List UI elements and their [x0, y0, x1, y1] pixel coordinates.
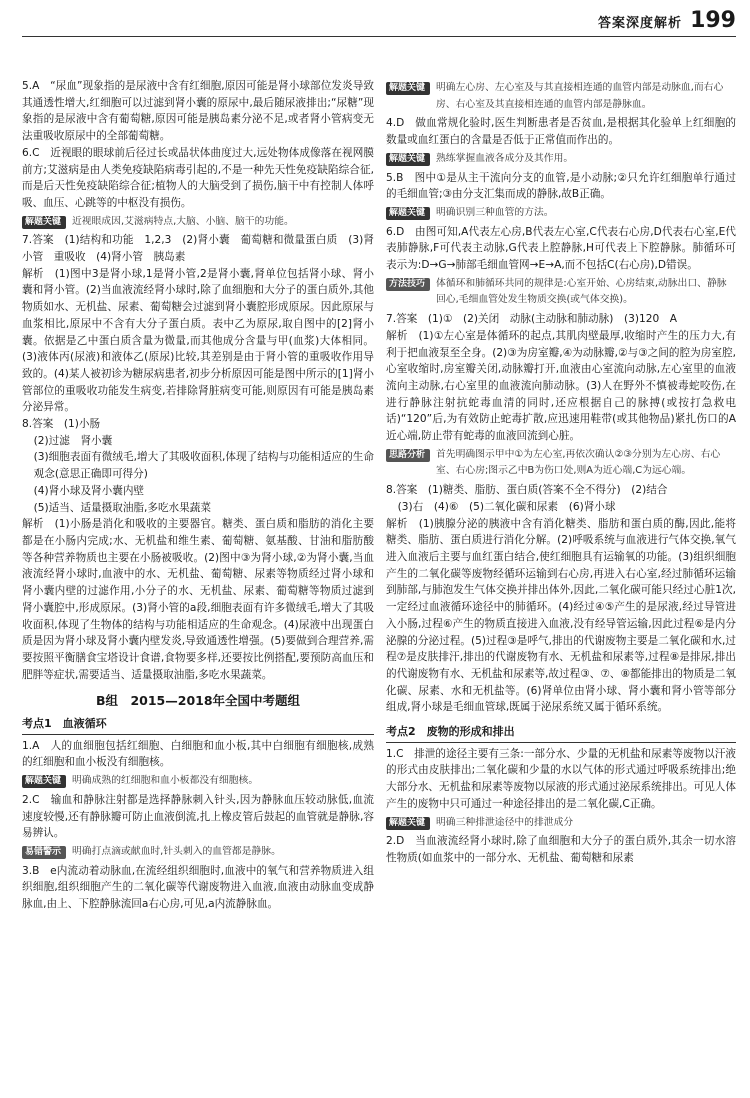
tip-b6	[386, 276, 736, 309]
answer-a8-1: 8.答案 (1)小肠	[22, 418, 101, 431]
answer-b2: 2.C 输血和静脉注射都是选择静脉刺入针头,因为静脉血压较动脉低,血流速度较慢,还有静脉瓣可防止血液倒流,扎上橡皮管后鼓起的血管就是静脉,容易辨认。	[22, 793, 374, 840]
explain-b7: 解析 (1)①左心室是体循环的起点,其肌肉壁最厚,收缩时产生的压力大,有利于把血液泵至全身。(2)③为房室瓣,④为动脉瓣,②与③之间的腔为房室腔,心室收缩时,房室瓣关闭,动脉瓣打开,血液由心室流向动脉,左心室里的血液流向主动脉,右心室里的血液流向肺动脉。(3)人在野外不慎被毒蛇咬伤,在进行静脉注射抗蛇毒血清的同时,还应根据自己的脉搏(或按打急救电话)“120”后,为有效防止蛇毒扩散,应迅速用鞋带(或其他物品)紧扎伤口的A近心端,防止带有蛇毒的血液回流到心脏。	[386, 329, 736, 443]
tip-a6	[22, 214, 374, 231]
answer-a8-4: (4)肾小球及肾小囊内壁	[33, 484, 145, 497]
tip-tag: 解题关键	[386, 153, 430, 166]
page-number: 199	[690, 8, 736, 33]
answer-a6: 6.C 近视眼的眼球前后径过长或晶状体曲度过大,远处物体成像落在视网膜前方;艾滋病是由人类免疫缺陷病毒引起的,不是一种先天性免疫缺陷综合征,而是后天性免疫缺陷综合征;植物人的大脑受到了损伤,脑干中有控制人体呼吸、血压、心跳等的中枢没有损伤。	[22, 146, 374, 209]
answer-a5: 5.A “尿血”现象指的是尿液中含有红细胞,原因可能是肾小球部位发炎导致其通透性增大,红细胞可以过滤到肾小囊的原尿中,最后随尿液排出;“尿糖”现象指的是尿液中含有葡萄糖,原因可能是胰岛素分泌不足,或者肾小管病变无法重吸收原尿中的全部葡萄糖。	[22, 80, 374, 143]
explain-a7: 解析 (1)图中3是肾小球,1是肾小管,2是肾小囊,肾单位包括肾小球、肾小囊和肾小管。(2)当血液流经肾小球时,除了血细胞和大分子的蛋白质外,其他物质如水、无机盐、尿素、葡萄糖会过滤到肾小囊腔形成原尿。因此原尿与血浆相比,原尿中不含有大分子蛋白质。表中乙为原尿,取自图中的[2]肾小囊。依据是乙中蛋白质含量为微量,而其他成分含量与甲(血浆)大体相同。(3)液体丙(尿液)和液体乙(原尿)比较,其差别是由于肾小管的重吸收作用导致的。(4)某人被初诊为糖尿病患者,初步分析原因可能是图中所示的[1]肾小管部位的重吸收功能发生病变,若排除肾脏病变可能,则原因有可能是胰岛素分泌异常。	[22, 267, 374, 414]
header-title: 答案深度解析	[598, 16, 683, 31]
tip-tag: 解题关键	[22, 216, 66, 229]
section-heading-1: 考点1 血液循环	[22, 716, 374, 735]
tip-text: 近视眼成因,艾滋病特点,大脑、小脑、脑干的功能。	[72, 215, 294, 227]
tip-b3	[386, 80, 736, 113]
tip-tag: 解题关键	[386, 207, 430, 220]
answer-b7: 7.答案 (1)① (2)关闭 动脉(主动脉和肺动脉) (3)120 A	[386, 313, 678, 326]
tip-tag: 解题关键	[386, 82, 430, 95]
tip-b5	[386, 205, 736, 222]
answer-b8-1: 8.答案 (1)糖类、脂肪、蛋白质(答案不全不得分) (2)结合	[386, 484, 668, 497]
answer-a8-3: (3)细胞表面有微绒毛,增大了其吸收面积,体现了结构与功能相适应的生命观念(意思正确即可得分)	[33, 451, 374, 481]
answer-a8-5: (5)适当、适量摄取油脂,多吃水果蔬菜	[33, 501, 211, 514]
tip-c1	[386, 815, 736, 832]
answer-b5: 5.B 图中①是从主干流向分支的血管,是小动脉;②只允许红细胞单行通过的毛细血管;③由分支汇集而成的静脉,故B正确。	[386, 171, 736, 201]
tip-tag: 思路分析	[386, 449, 430, 462]
tip-text: 明确成熟的红细胞和血小板都没有细胞核。	[72, 775, 259, 787]
tip-b4	[386, 151, 736, 168]
tip-text: 明确识别三种血管的方法。	[436, 206, 554, 218]
tip-text: 明确三种排泄途径中的排泄成分	[436, 816, 574, 828]
explain-a8: 解析 (1)小肠是消化和吸收的主要器官。糖类、蛋白质和脂肪的消化主要都是在小肠内完成;水、无机盐和维生素、葡萄糖、氨基酸、甘油和脂肪酸等各种营养物质也主要在小肠被吸收。(2)图中③为肾小球,②为肾小囊,当血液流经肾小球时,血液中的水、无机盐、葡萄糖、尿素等物质经过肾小球和肾小囊内壁的过滤作用,小分子的水、无机盐、尿素、葡萄糖等物质过滤到肾小囊腔中,形成原尿。(3)肾小管的a段,细胞表面有许多微绒毛,增大了其吸收面积,体现了生物体的结构与功能相适应的生命观念。(4)尿液中出现蛋白质是因为肾小球及肾小囊内壁发炎,导致通透性增强。(5)要做到合理营养,需要按照平衡膳食宝塔设计食谱,食物要多样,还要按比例搭配,要预防高血压和肥胖等症状,需要适当、适量摄取油脂,多吃水果蔬菜。	[22, 518, 374, 681]
answer-b4: 4.D 做血常规化验时,医生判断患者是否贫血,是根据其化验单上红细胞的数量或血红蛋白的含量是否低于正常值而作出的。	[386, 117, 736, 147]
left-column	[22, 78, 374, 913]
tip-tag: 方法技巧	[386, 278, 430, 291]
right-column	[386, 78, 736, 867]
page-header	[598, 8, 736, 33]
group-b-title: B组 2015—2018年全国中考题组	[95, 693, 301, 709]
answer-b6: 6.D 由图可知,A代表左心房,B代表左心室,C代表右心房,D代表右心室,E代表肺静脉,F可代表主动脉,G代表上腔静脉,H可代表上下腔静脉。肺循环可表示为:D→G→肺部毛细血管网→E→A,而不包括C(右心房),D错误。	[386, 225, 736, 272]
header-divider	[22, 36, 736, 37]
answer-a7: 7.答案 (1)结构和功能 1,2,3 (2)肾小囊 葡萄糖和微量蛋白质 (3)肾小管 重吸收 (4)肾小管 胰岛素	[22, 234, 374, 264]
answer-a8-2: (2)过滤 肾小囊	[33, 434, 113, 447]
tip-text: 明确左心房、左心室及与其直接相连通的血管内部是动脉血,而右心房、右心室及其直接相连通的血管内部是静脉血。	[436, 82, 724, 110]
answer-c1: 1.C 排泄的途径主要有三条:一部分水、少量的无机盐和尿素等废物以汗液的形式由皮肤排出;二氧化碳和少量的水以气体的形式通过呼吸系统排出;绝大部分水、无机盐和尿素等废物以尿液的形式通过泌尿系统排出。可见人体产生的废物中只可通过一种途径排出的是二氧化碳,C正确。	[386, 747, 736, 810]
tip-b7	[386, 447, 736, 480]
answer-b1: 1.A 人的血细胞包括红细胞、白细胞和血小板,其中白细胞有细胞核,成熟的红细胞和血小板没有细胞核。	[22, 739, 374, 769]
tip-text: 首先明确图示甲中①为左心室,再依次确认②③分别为左心房、右心室、右心房;图示乙中B为伤口处,则A为近心端,C为远心端。	[436, 448, 721, 477]
tip-text: 明确打点滴或献血时,针头刺入的血管都是静脉。	[72, 845, 281, 857]
explain-b8: 解析 (1)胰腺分泌的胰液中含有消化糖类、脂肪和蛋白质的酶,因此,能将糖类、脂肪、蛋白质进行消化分解。(2)呼吸系统与血液进行气体交换,氧气进入血液后主要与血红蛋白结合,使红细胞具有运输氧的功能。(3)组织细胞产生的二氧化碳等废物经循环运输到右心房,再进入右心室,经过肺循环运输到肺部,与肺泡发生气体交换并排出体外,因此,二氧化碳可能只经过心脏1次,一定经过血液循环途径中的肺循环。(4)经过④⑤产生的是尿液,经过导管进入小肠,过程⑥产生的物质直接进入血液,没有经导管运输,因此过程⑥是内分泌腺的分泌过程。(5)过程③是呼气,排出的代谢废物主要是二氧化碳和水,过程⑦是皮肤排汗,排出的代谢废物有水、无机盐和尿素等,过程⑧是排尿,排出的代谢废物有水、无机盐和尿素等,故过程③、⑦、⑧都能排出的物质是二氧化碳、尿素、水和无机盐等。(6)肾单位由肾小球、肾小囊和肾小管等部分组成,肾小球是毛细血管球,既属于泌尿系统又属于循环系统。	[386, 517, 736, 714]
tip-tag: 解题关键	[386, 817, 430, 830]
tip-text: 体循环和肺循环共同的规律是:心室开始、心房结束,动脉出口、静脉回心,毛细血管处发生物质交换(或气体交换)。	[436, 277, 727, 306]
tip-tag: 解题关键	[22, 775, 66, 788]
tip-b1	[22, 773, 374, 790]
tip-tag: 易错警示	[22, 846, 66, 859]
answer-b3: 3.B e内流动着动脉血,在流经组织细胞时,血液中的氧气和营养物质进入组织细胞,组织细胞产生的二氧化碳等代谢废物进入血液,血液由动脉血变成静脉血,由上、下腔静脉流回a右心房,可见,a内流静脉血。	[22, 864, 374, 911]
tip-b2	[22, 844, 374, 861]
tip-text: 熟练掌握血液各成分及其作用。	[436, 152, 574, 164]
answer-b8-2: (3)右 (4)⑥ (5)二氧化碳和尿素 (6)肾小球	[397, 500, 616, 513]
answer-c2: 2.D 当血液流经肾小球时,除了血细胞和大分子的蛋白质外,其余一切水溶性物质(如血浆中的一部分水、无机盐、葡萄糖和尿素	[386, 835, 736, 864]
section-heading-2: 考点2 废物的形成和排出	[386, 724, 736, 743]
